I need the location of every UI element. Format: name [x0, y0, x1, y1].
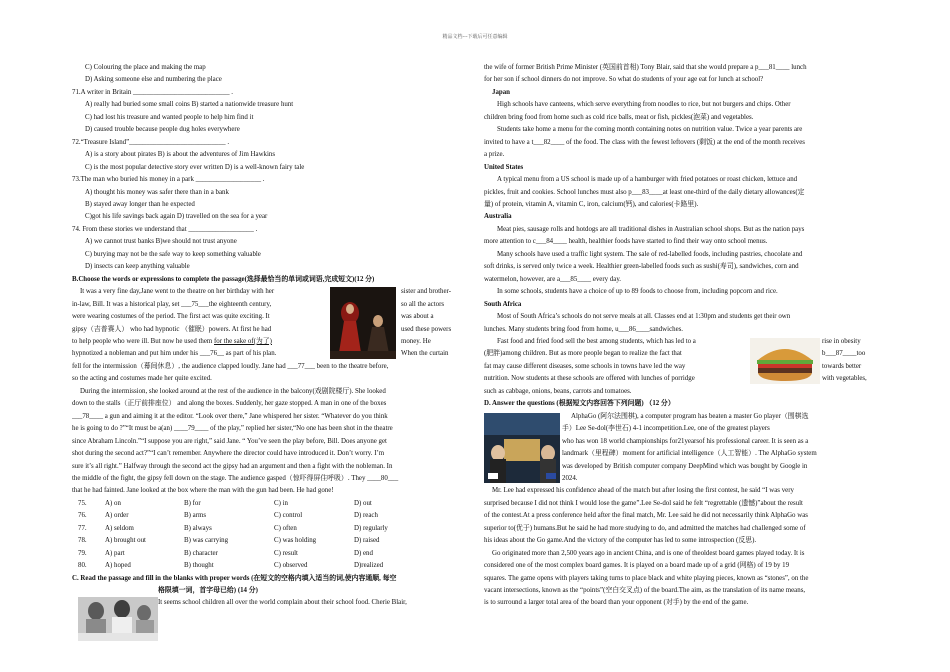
text-line: were wearing costumes of the period. The first act was quite exciting. It	[72, 313, 270, 321]
text-line: Most of South Africa’s schools do not serve meals at all. Classes end at 1:30pm and students get their own	[497, 313, 791, 321]
text-line: who has won 18 world championships for21yearsof his professional career. It is seen as a	[562, 437, 809, 445]
text-line: more attention to c___84____ health, healthier foods have started to find their way onto school menus.	[484, 238, 768, 246]
text-line: vacant intersections, known as the “points”(空白交叉点) of the board.The aim, as the translation of its name means,	[484, 587, 806, 595]
text-line: soft drinks, is served only twice a week. Healthier green-labelled foods such as sushi(寿司), sandwiches, corn and	[484, 263, 799, 271]
option-c: C) was holding	[274, 537, 317, 545]
text-line: so the acting and costumes made her quite excited.	[72, 375, 212, 383]
option-b: B) was carrying	[184, 537, 229, 545]
text-line: a prize.	[484, 151, 505, 159]
question-number: 80.	[78, 562, 87, 570]
text-line: sure it’s all right.” Halfway through the second act the gipsy had an argument and then a fight with the nobleman. In	[72, 462, 393, 470]
option-d: D) out	[354, 499, 372, 507]
text-line: down to the stalls（正厅前排座位） and along the boxes. Suddenly, her gaze stopped. A man in one of the boxes	[72, 400, 387, 408]
text-line: to help people who were ill. But now he used them for the sake of(为了)	[72, 337, 272, 345]
question-74: 74. From these stories we understand that ___________________ .	[72, 225, 258, 233]
text-line: AlphaGo (阿尔法围棋), a computer program has beaten a master Go player（围棋选	[571, 412, 809, 420]
text-fragment: so all the actors	[401, 300, 445, 308]
question-number: 78.	[78, 537, 87, 545]
option-c: C) in	[274, 499, 288, 507]
question-71: 71.A writer in Britain ____________________________ .	[72, 88, 233, 96]
text-line: Students take home a menu for the coming month containing notes on nutrition value. Twice a year parents are	[497, 126, 803, 134]
option-d: D) end	[354, 549, 373, 557]
options-row-78	[72, 535, 465, 547]
text-line: lunches. Many students bring food from home, u___86____sandwiches.	[484, 325, 684, 333]
text-line: A typical menu from a US school is made up of a hamburger with fried potatoes or roast chicken, lettuce and	[497, 176, 798, 184]
text-line: hypnotized a nobleman and put him under his ___76__ as part of his plan.	[72, 350, 277, 358]
text-fragment: When the curtain	[401, 350, 449, 358]
alphago-block	[484, 411, 877, 486]
text-line: A) is a story about pirates B) is about the adventures of Jim Hawkins	[85, 151, 276, 159]
text-line: squares. The game opens with players taking turns to place black and white playing pieces, known as “stones”, on the	[484, 574, 809, 582]
text-fragment: used these powers	[401, 325, 452, 333]
text-line: fell for the intermission（幕间休息）, the audience clapped loudly. Jane had ___77___ been to the theatre before,	[72, 362, 389, 370]
option-a: A) brought out	[105, 537, 146, 545]
option-b: B) thought	[184, 562, 214, 570]
text-line: children bring food from home such as cold rice balls, meat or fish, pickles(泡菜) and vegetables.	[484, 113, 754, 121]
question-number: 75.	[78, 499, 87, 507]
option-c: C) observed	[274, 562, 308, 570]
text-line: 手）Lee Se-dol(李世石) 4-1 incompetition.Lee, one of the greatest players	[562, 425, 770, 433]
text-fragment: towards better	[822, 362, 862, 370]
text-line: C) Colouring the place and making the map	[85, 64, 206, 71]
text-line: superior to(优于) humans.But he said he had more studying to do, and admitted the matches had challenged some of	[484, 524, 806, 532]
page-header: 精品文档---下载后可任意编辑	[442, 35, 508, 40]
text-fragment: was about a	[401, 313, 434, 321]
text-line: D) caused trouble because people dug holes everywhere	[85, 126, 240, 134]
option-b: B) character	[184, 549, 218, 557]
text-line: D) Asking someone else and numbering the place	[85, 76, 222, 84]
text-line: B) stayed away longer than he expected	[85, 200, 195, 208]
text-line: surprised because I did not think I would lose the game”.Lee Se-dol said he felt “regrettable (遗憾)”about the result	[484, 499, 803, 507]
question-number: 77.	[78, 524, 87, 532]
text-line: for her son if school dinners do not improve. So what do students of your age eat for lunch at school?	[484, 76, 764, 84]
text-line: of the contest.At a press conference held after the final match, Mr. Lee said he did not necessarily think AlphaGo was	[484, 512, 808, 520]
text-line: C) burying may not be the safe way to keep something valuable	[85, 250, 261, 258]
option-c: C) result	[274, 549, 298, 557]
text-line: C) is the most popular detective story ever written D) is a well-known fairy tale	[85, 163, 305, 171]
left-column	[72, 62, 465, 643]
south-africa-right-fragments	[822, 336, 882, 386]
passage-b-right-fragments	[401, 286, 467, 361]
option-a: A) seldom	[105, 524, 134, 532]
option-a: A) part	[105, 549, 125, 557]
heading-japan: Japan	[492, 88, 511, 96]
text-line: It was a very fine day,Jane went to the theatre on her birthday with her	[80, 288, 275, 296]
text-line: Fast food and fried food sell the best among students, which has led to a	[497, 337, 696, 345]
text-line: A) thought his money was safer there than in a bank	[85, 188, 229, 196]
heading-south-africa: South Africa	[484, 300, 522, 308]
section-c-heading: C. Read the passage and fill in the blanks with proper words (在短文的空格内填入适当的词,使内容通顺, 每空	[72, 574, 397, 582]
options-row-79	[72, 548, 465, 560]
text-line: fat may cause different diseases, some schools in towns have led the way	[484, 362, 686, 370]
option-c: C) often	[274, 524, 297, 532]
text-line: High schools have canteens, which serve everything from noodles to rice, but not burgers and chips. Other	[497, 101, 791, 109]
option-d: D) reach	[354, 512, 378, 520]
section-c-heading-cont: 格限填一词，首字母已给) (14 分)	[158, 587, 258, 595]
text-line: nutrition. Now students at these schools are offered with lunches of porridge	[484, 375, 695, 383]
text-line: is to surround a larger total area of the board than your opponent (对手) by the end of the game.	[484, 599, 749, 607]
text-line: the wife of former British Prime Minister (英国前首相) Tony Blair, said that she would prepare a p___81____ lunch	[484, 64, 807, 71]
text-line: It seems school children all over the world complain about their school food. Cherie Blair,	[158, 599, 407, 607]
option-b: B) for	[184, 499, 201, 507]
text-line: he is going to do ?”“It must be a(an) ____79____ of the play,” replied her sister,“No one has been shot in the theatre	[72, 425, 393, 433]
option-a: A) order	[105, 512, 129, 520]
text-line: Meat pies, sausage rolls and hotdogs are all traditional dishes in Australian school shops. But as the nation pays	[497, 225, 805, 233]
text-line: C)got his life savings back again D) travelled on the sea for a year	[85, 213, 268, 221]
text-line: 量) of protein, vitamin A, vitamin C, iron, calcium(钙), and calories(卡路里).	[484, 200, 699, 208]
text-line: gipsy（吉普赛人） who had hypnotic （催眠）powers. At first he had	[72, 325, 272, 333]
text-line: D) insects can keep anything valuable	[85, 263, 190, 271]
heading-australia: Australia	[484, 213, 512, 221]
question-72: 72.“Treasure Island”____________________________ .	[72, 138, 230, 146]
text-line: that he had fainted. Jane looked at the box where the man with the gun had been. He had gone!	[72, 487, 334, 495]
passage-c-block	[72, 597, 465, 643]
option-b: B) arms	[184, 512, 207, 520]
heading-united-states: United States	[484, 163, 524, 171]
option-d: D) regularly	[354, 524, 388, 532]
text-line: Many schools have used a traffic light system. The sale of red-labelled foods, including pastries, chocolate and	[497, 250, 803, 258]
options-row-75	[72, 498, 465, 510]
text-line: the middle of the fight, the gipsy fell down on the stage. The audience gasped（惊吓得屏住呼吸）. They ____80___	[72, 474, 399, 482]
right-column	[484, 62, 877, 610]
text-line: such as cabbage, onions, beans, carrots and tomatoes.	[484, 387, 632, 395]
alphago-match-photo	[484, 413, 560, 483]
text-fragment: with vegetables,	[822, 375, 867, 383]
theatre-play-photo	[330, 287, 396, 359]
option-a: A) on	[105, 499, 121, 507]
options-row-76	[72, 510, 465, 522]
text-fragment: sister and brother-	[401, 288, 451, 296]
section-b-heading: B.Choose the words or expressions to complete the passage(选择最恰当的单词或词语,完成短文)(12 分)	[72, 275, 375, 283]
option-d: D) raised	[354, 537, 380, 545]
text-fragment: b___87____too	[822, 350, 866, 358]
text-line: considered one of the most complex board games. It is played on a board made up of a grid (网格) of 19 by 19	[484, 562, 790, 570]
hamburger-photo	[750, 338, 820, 384]
text-line: pickles, fruit and cookies. School lunches must also p___83____at least one-third of the daily dietary allowances(定	[484, 188, 805, 196]
text-line: Go originated more than 2,500 years ago in ancient China, and is one of theoldest board games played today. It is	[492, 549, 805, 557]
text-line: During the intermission, she looked around at the rest of the audience in the balcony(戏剧院楼厅). She looked	[80, 387, 386, 395]
options-row-77	[72, 523, 465, 535]
children-eating-photo	[78, 597, 158, 641]
text-fragment: rise in obesity	[822, 337, 861, 345]
text-line: (肥胖)among children. But as more people began to realize the fact that	[484, 350, 682, 358]
text-line: since Abraham Lincoln.”“I suppose you are right,” said Jane. “ You’ve seen the play before, Bill. Does anyone get	[72, 437, 387, 445]
text-line: his ideas about the Go game.And the victory of the computer has led to some introspection (反思).	[484, 537, 757, 545]
text-line: invited to have a t___82____ of the food. The class with the fewest leftovers (剩饭) at the end of the month receives	[484, 138, 805, 146]
option-d: D)realized	[354, 562, 384, 570]
text-line: ___78____ a gun and aiming it at the editor. “Look over there,” Jane whispered her sister. “Whatever do you think	[72, 412, 388, 420]
section-d-heading: D. Answer the questions (根据短文内容回答下列问题) （12 分）	[484, 400, 675, 408]
text-line: 2024.	[562, 474, 578, 482]
text-line: In some schools, students have a choice of up to 89 foods to choose from, including popcorn and rice.	[497, 288, 778, 296]
options-row-80	[72, 560, 465, 572]
option-a: A) hoped	[105, 562, 131, 570]
text-fragment: money. He	[401, 337, 431, 345]
text-line: A) really had buried some small coins B) started a nationwide treasure hunt	[85, 101, 294, 109]
passage-b-block	[72, 286, 465, 361]
question-number: 76.	[78, 512, 87, 520]
option-b: B) always	[184, 524, 212, 532]
text-line: A) we cannot trust banks B)we should not trust anyone	[85, 238, 237, 246]
question-number: 79.	[78, 549, 87, 557]
text-line: Mr. Lee had expressed his confidence ahead of the match but after losing the first contest, he said “I was very	[492, 487, 794, 495]
text-line: watermelon, however, are a___85____ every day.	[484, 275, 622, 283]
text-line: shot during the second act?”“I can’t remember. Anywhere the director could have introduced it. Don’t worry. I’m	[72, 450, 385, 458]
underlined-phrase: for the sake of(为了)	[214, 337, 272, 345]
option-c: C) control	[274, 512, 303, 520]
text-line: was developed by British computer company DeepMind which was bought by Google in	[562, 462, 808, 470]
text-line: landmark（里程碑）moment for artificial intelligence（人工智能）. The AlphaGo system	[562, 450, 817, 458]
south-africa-block	[484, 336, 877, 386]
text-line: in-law, Bill. It was a historical play, set ___75___the eighteenth century,	[72, 300, 272, 308]
text-line: C) had lost his treasure and wanted people to help him find it	[85, 113, 254, 121]
question-73: 73.The man who buried his money in a park ___________________ .	[72, 176, 265, 184]
